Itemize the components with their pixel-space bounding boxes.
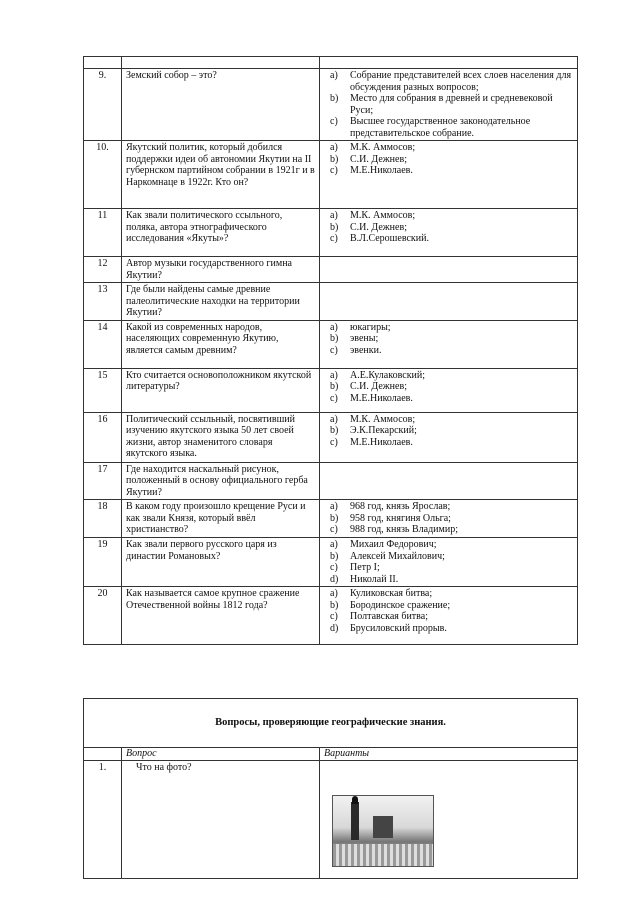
geography-column-header-row [84, 748, 578, 761]
answer-text: Алексей Михайлович; [350, 550, 445, 562]
answer-text: М.К. Аммосов; [350, 210, 416, 221]
answers-cell [320, 412, 578, 462]
answer-text: эвенки. [350, 344, 382, 356]
answer-letter: c) [330, 436, 338, 448]
answer-text: эвены; [350, 333, 379, 344]
answer-letter: c) [330, 165, 338, 176]
answers-cell [320, 368, 578, 412]
question-text: Как звали политического ссыльного, поляка, автора этнографического исследования «Якуты»? [122, 209, 320, 257]
answer-option [324, 437, 573, 449]
answer-text: Николай II. [350, 573, 399, 585]
question-text: В каком году произошло крещение Руси и как звали Князя, который ввёл христианство? [122, 500, 320, 538]
answer-option [324, 524, 573, 536]
answer-letter: а) [330, 70, 338, 81]
answer-text: М.Е.Николаев. [350, 392, 413, 404]
question-text: Политический ссыльный, посвятивший изучению якутского языка 50 лет своей жизни, автор знаменитого словаря якутского языка. [122, 412, 320, 462]
answer-letter: b) [330, 381, 339, 392]
answer-text: С.И. Дежнев; [350, 153, 407, 165]
answer-option [324, 588, 573, 600]
answer-option [324, 623, 573, 635]
answer-text: А.Е.Кулаковский; [350, 369, 426, 381]
answer-letter: d) [330, 622, 339, 634]
question-number: 1. [84, 760, 122, 878]
answers-cell [320, 538, 578, 587]
answer-option [324, 414, 573, 426]
question-text: Где были найдены самые древние палеолитические находки на территории Якутии? [122, 283, 320, 321]
table-row [84, 587, 578, 645]
answer-text: М.Е.Николаев. [350, 436, 413, 448]
answer-text: Место для собрания в древней и средневековой Руси; [350, 93, 553, 116]
answer-letter: b) [330, 550, 339, 562]
answer-option [324, 142, 573, 154]
question-text: Земский собор – это? [122, 69, 320, 141]
answer-text: Брусиловский прорыв. [350, 622, 447, 634]
answer-option [324, 551, 573, 563]
table-row [84, 320, 578, 368]
answer-option [324, 539, 573, 551]
table-row [84, 412, 578, 462]
answer-text: С.И. Дежнев; [350, 381, 407, 392]
answer-text: Петр I; [350, 562, 380, 573]
question-number: 11 [84, 209, 122, 257]
answer-text: Бородинское сражение; [350, 599, 451, 611]
answer-option [324, 154, 573, 166]
answer-option [324, 333, 573, 345]
history-questions-body [84, 57, 578, 645]
answers-cell [320, 320, 578, 368]
question-number: 17 [84, 462, 122, 500]
answer-letter: а) [330, 588, 338, 599]
answer-option [324, 210, 573, 222]
answer-option [324, 93, 573, 116]
answer-letter: c) [330, 344, 338, 356]
answer-letter: а) [330, 369, 338, 381]
answer-letter: b) [330, 153, 339, 165]
question-text: Как звали первого русского царя из династии Романовых? [122, 538, 320, 587]
table-row [84, 141, 578, 209]
answer-option [324, 116, 573, 139]
question-number: 19 [84, 538, 122, 587]
answer-letter: b) [330, 93, 339, 104]
question-text: Какой из современных народов, населяющих современную Якутию, является самым древним? [122, 320, 320, 368]
answer-letter: а) [330, 210, 338, 221]
photo-dome [352, 796, 358, 804]
table-row [84, 283, 578, 321]
answer-option [324, 600, 573, 612]
spacer-cell [320, 57, 578, 69]
table-row [84, 368, 578, 412]
answer-letter: b) [330, 425, 339, 436]
answers-cell [320, 462, 578, 500]
question-number: 13 [84, 283, 122, 321]
history-questions-table [83, 56, 578, 645]
answer-text: С.И. Дежнев; [350, 221, 407, 233]
question-number: 18 [84, 500, 122, 538]
table-row [84, 500, 578, 538]
answer-option [324, 233, 573, 245]
answer-letter: а) [330, 539, 338, 550]
question-number: 10. [84, 141, 122, 209]
number-column-header [84, 748, 122, 761]
table-row [84, 69, 578, 141]
answer-letter: c) [330, 392, 338, 404]
answer-text: юкагиры; [350, 321, 391, 333]
table-top-spacer-row [84, 57, 578, 69]
answer-letter: c) [330, 233, 338, 244]
answers-cell [320, 69, 578, 141]
geography-questions-table [83, 698, 578, 879]
question-number: 15 [84, 368, 122, 412]
answer-letter: b) [330, 599, 339, 611]
answer-option [324, 611, 573, 623]
answer-option [324, 381, 573, 393]
table-row [84, 760, 578, 878]
answer-option [324, 370, 573, 382]
answer-text: Куликовская битва; [350, 588, 433, 599]
answer-option [324, 574, 573, 586]
answer-letter: b) [330, 512, 339, 524]
answer-option [324, 222, 573, 234]
answer-option [324, 345, 573, 357]
answer-letter: а) [330, 321, 338, 333]
variants-cell [320, 760, 578, 878]
answer-letter: c) [330, 611, 338, 622]
answer-option [324, 513, 573, 525]
answer-option [324, 425, 573, 437]
answer-letter: а) [330, 142, 338, 153]
question-column-header: Вопрос [122, 748, 320, 761]
answer-letter: c) [330, 524, 338, 535]
answers-cell [320, 141, 578, 209]
table-row [84, 257, 578, 283]
answer-text: Михаил Федорович; [350, 539, 437, 550]
answer-option [324, 393, 573, 405]
answer-letter: c) [330, 116, 338, 127]
question-text: Что на фото? [122, 760, 320, 878]
spacer-cell [84, 57, 122, 69]
geography-title-row [84, 699, 578, 748]
table-row [84, 538, 578, 587]
question-text: Автор музыки государственного гимна Якутии? [122, 257, 320, 283]
photo-building [373, 816, 393, 838]
answers-cell [320, 587, 578, 645]
answer-letter: d) [330, 573, 339, 585]
table-row [84, 462, 578, 500]
question-text: Якутский политик, который добился поддержки идеи об автономии Якутии на II губернском партийном собрании в 1921г и в Наркомнаце в 1922г. Кто он? [122, 141, 320, 209]
table-row [84, 209, 578, 257]
answer-text: М.Е.Николаев. [350, 165, 413, 176]
photo-ground [333, 844, 433, 866]
question-text: Кто считается основоположником якутской литературы? [122, 368, 320, 412]
answer-text: Э.К.Пекарский; [350, 425, 417, 436]
answer-option [324, 562, 573, 574]
answer-option [324, 501, 573, 513]
landmark-photo [332, 795, 434, 867]
answer-option [324, 165, 573, 177]
spacer-cell [122, 57, 320, 69]
answer-text: В.Л.Серошевский. [350, 233, 429, 244]
answer-text: М.К. Аммосов; [350, 413, 416, 425]
answers-cell [320, 209, 578, 257]
geography-section-title: Вопросы, проверяющие географические знания. [84, 699, 578, 748]
question-number: 20 [84, 587, 122, 645]
question-number: 12 [84, 257, 122, 283]
variants-column-header: Варианты [320, 748, 578, 761]
answers-cell [320, 257, 578, 283]
answer-text: 988 год, князь Владимир; [350, 524, 458, 535]
answer-text: 958 год, княгиня Ольга; [350, 512, 451, 524]
answer-letter: b) [330, 221, 339, 233]
photo-tower [351, 802, 359, 840]
answer-letter: c) [330, 562, 338, 573]
answer-text: Собрание представителей всех слоев населения для обсуждения разных вопросов; [350, 70, 572, 93]
answer-text: 968 год, князь Ярослав; [350, 501, 451, 512]
question-text: Как называется самое крупное сражение Отечественной войны 1812 года? [122, 587, 320, 645]
answer-text: Высшее государственное законодательное представительское собрание. [350, 116, 531, 139]
question-text: Где находится наскальный рисунок, положенный в основу официального герба Якутии? [122, 462, 320, 500]
answer-option [324, 70, 573, 93]
question-number: 16 [84, 412, 122, 462]
answer-text: М.К. Аммосов; [350, 142, 416, 153]
answer-letter: а) [330, 501, 338, 512]
answer-text: Полтавская битва; [350, 611, 428, 622]
question-number: 9. [84, 69, 122, 141]
answer-letter: а) [330, 413, 338, 425]
answer-letter: b) [330, 333, 339, 344]
answers-cell [320, 283, 578, 321]
question-number: 14 [84, 320, 122, 368]
answers-cell [320, 500, 578, 538]
answer-option [324, 322, 573, 334]
